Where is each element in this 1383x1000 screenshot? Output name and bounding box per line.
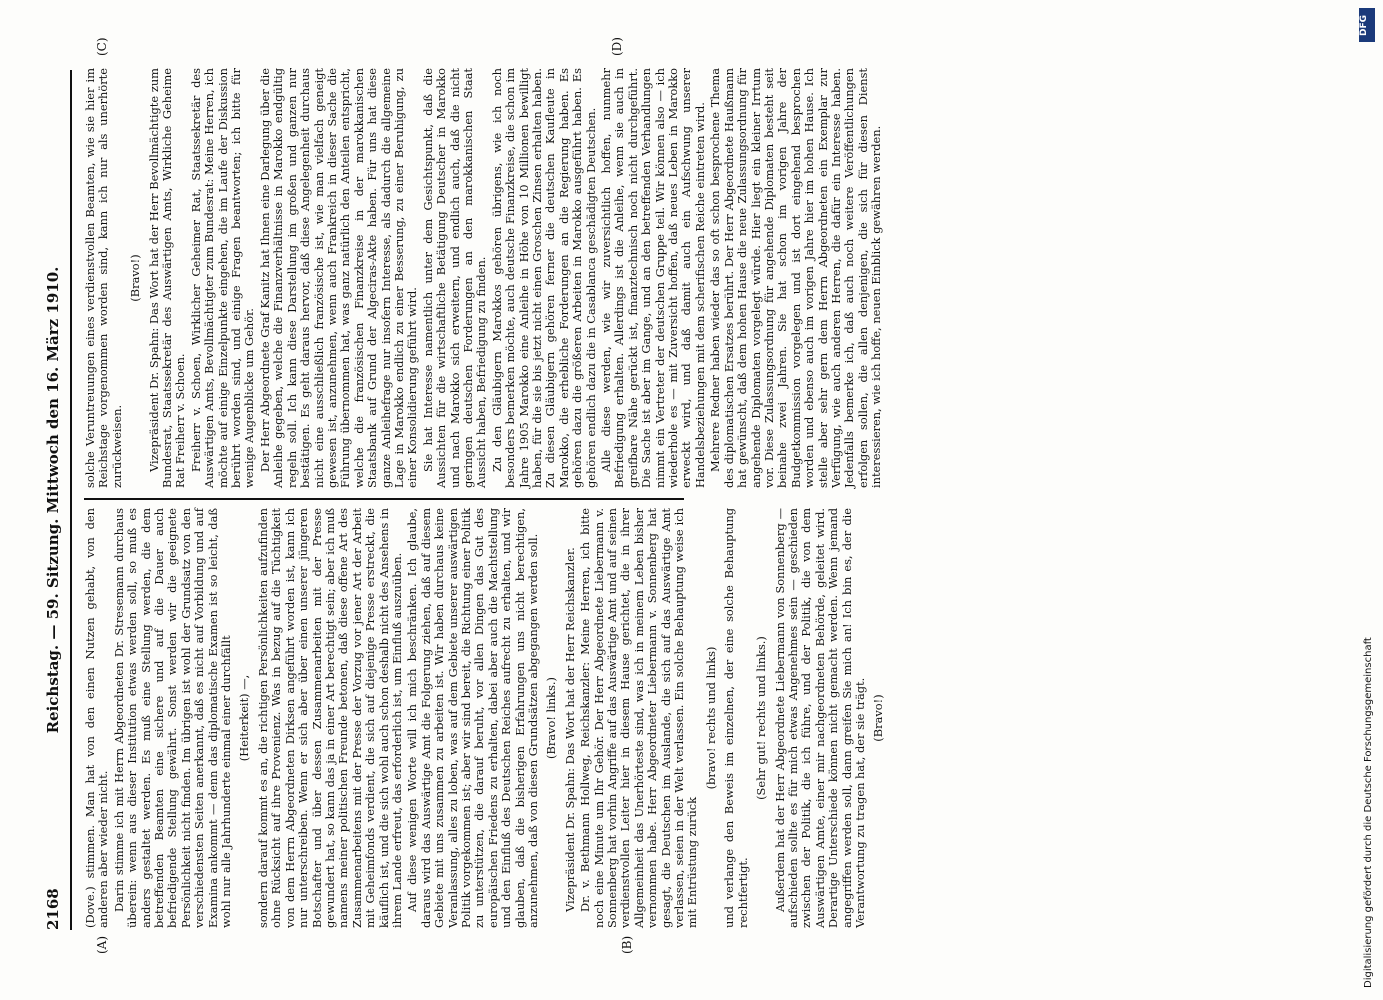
interjection: (Bravo!) — [871, 694, 886, 742]
paragraph: Sie hat Interesse namentlich unter dem Gesichtspunkt, daß die Aussichten für die wirtschaftliche Betätigung Deutscher in Marokko und nach Marokko sich erweitern, und endlich auch, daß die nicht geringen deutschen Forderungen an den marokkanischen Staat Aussicht haben, Befriedigung zu finden. — [420, 68, 489, 488]
paragraph: Mehrere Redner haben wieder das so oft schon besprochene Thema des diplomatischen Ersatzes berührt. Der Herr Abgeordnete Haußmann hat gewünscht, daß dem hohen Hause die neue Zulassungsordnung für angehende Diplomaten vorgelegt würde. Hier liegt ein kleiner Irrtum vor. Diese Zulassungsordnung für angehende Diplomaten besteht seit beinahe zwei Jahren. Sie hat schon im vorigen Jahre der Budgetkommission vorgelegen und ist dort eingehend besprochen worden und ebenso auch im vorigen Jahre hier im hohen Hause. Ich stelle aber sehr gern dem Herrn Abgeordneten ein Exemplar zur Verfügung, wie auch anderen Herren, die dafür ein Interesse haben. Jedenfalls bemerke ich, daß auch noch weitere Veröffentlichungen erfolgen sollen, die allen denjenigen, die sich für diesen Dienst interessieren, wie ich hoffe, neuen Einblick gewähren werden. — [708, 68, 884, 488]
paragraph: und verlange den Beweis im einzelnen, der eine solche Behauptung rechtfertigt. — [722, 508, 750, 928]
header-title: Reichstag. — 59. Sitzung. Mittwoch den 16. März 1910. — [44, 266, 62, 734]
speaker-paragraph: Vizepräsident Dr. Spahn: Das Wort hat der Herr Bevollmächtigte zum Bundesrat, Staatssekretär des Auswärtigen Amts, Wirkliche Geheime Rat Freiherr v. Schoen. — [146, 68, 188, 488]
digitization-credit: Digitalisierung gefördert durch die Deutsche Forschungsgemeinschaft — [1363, 637, 1374, 988]
interjection: (Bravo! links.) — [544, 677, 559, 759]
paragraph: solche Veruntreuungen eines verdienstvollen Beamten, wie sie hier im Reichstage vorgenommen worden sind, kann ich nur als unerhörte zurückweisen. — [83, 68, 124, 488]
paragraph: sondern darauf kommt es an, die richtigen Persönlichkeiten aufzufinden ohne Rücksicht auf ihre Provenienz. Was in bezug auf die Tüchtigkeit von dem Herrn Abgeordneten Dirksen angeführt worden ist, kann ich nur unterschreiben. Wenn er sich aber über einen unserer jüngeren Botschafter und über dessen Zusammenarbeiten mit der Presse gewundert hat, so kann das ja in einer Art berechtigt sein; aber ich muß namens meiner politischen Freunde betonen, daß diese offene Art des Zusammenarbeitens mit der Presse der Vorzug vor jener Art der Arbeit mit Geheimfonds verdient, die sich auf diejenige Presse erstreckt, die käuflich ist, und die sich wohl auch schon deshalb nicht des Ansehens in ihrem Lande erfreut, das erforderlich ist, um Einfluß auszuüben. — [255, 508, 404, 928]
page-header — [44, 70, 72, 930]
margin-marker-c: (C) — [95, 37, 109, 56]
column-divider — [84, 498, 684, 500]
margin-marker-a: (A) — [95, 935, 109, 954]
paragraph: Darin stimme ich mit Herrn Abgeordneten Dr. Stresemann durchaus überein: wenn aus dieser Institution etwas werden soll, so muß es anders gestaltet werden. Es muß eine Stellung werden, die dem betreffenden Beamten eine sichere und auf die Dauer auch befriedigende Stellung gewährt. Sonst werden wir die geeignete Persönlichkeit nicht finden. Im übrigen ist wohl der Grundsatz von den verschiedensten Seiten anerkannt, daß es nicht auf Vorbildung und auf Examina ankommt — denn das diplomatische Examen ist so leicht, daß wohl nur alle Jahrhunderte einmal einer durchfällt — [111, 508, 234, 928]
right-column — [84, 68, 886, 488]
speaker-paragraph: Freiherr v. Schoen, Wirklicher Geheimer Rat, Staatssekretär des Auswärtigen Amts, Bevollmächtigter zum Bundesrat: Meine Herren, ich möchte auf einige Einzelpunkte eingehen, die im Laufe der Diskussion berührt worden sind, und einige Fragen beantworten; ich bitte für wenige Augenblicke um Gehör. — [188, 68, 257, 488]
dfg-logo: DFG — [1359, 8, 1375, 42]
interjection: (Sehr gut! rechts und links.) — [754, 636, 769, 800]
paragraph: Alle diese werden, wie wir zuversichtlich hoffen, nunmehr Befriedigung erhalten. Allerdings ist die Anleihe, wenn sie auch in greifbare Nähe gerückt ist, finanztechnisch noch nicht durchgeführt. Die Sache ist aber im Gange, und an den betreffenden Verhandlungen nimmt ein Vertreter der deutschen Gruppe teil. Wir können also — ich wiederhole es — mit Zuversicht hoffen, daß neues Leben in Marokko erweckt wird, und daß damit auch ein Aufschwung unserer Handelsbeziehungen mit dem scherifischen Reiche eintreten wird. — [599, 68, 707, 488]
paragraph: Auf diese wenigen Worte will ich mich beschränken. Ich glaube, daraus wird das Auswärtige Amt die Folgerung ziehen, daß auf diesem Gebiete mit uns zusammen zu arbeiten ist. Wir haben durchaus keine Veranlassung, alles zu loben, was auf dem Gebiete unserer auswärtigen Politik vorgekommen ist; aber wir sind bereit, die Richtung einer Politik zu unterstützen, die darauf beruht, vor allen Dingen das Gut des europäischen Friedens zu erhalten, dabei aber auch die Machtstellung und den Einfluß des Deutschen Reiches aufrecht zu erhalten, und wir glauben, daß die bisherigen Erfahrungen uns nicht berechtigen, anzunehmen, daß von diesen Grundsätzen abgegangen werden soll. — [405, 508, 540, 928]
margin-marker-b: (B) — [620, 935, 634, 954]
margin-marker-d: (D) — [610, 37, 624, 56]
speaker-paragraph: Dr. v. Bethmann Hollweg, Reichskanzler: Meine Herren, ich bitte noch eine Minute um Ihr Gehör. Der Herr Abgeordnete Liebermann v. Sonnenberg hat vorhin Angriffe auf das Auswärtige Amt und auf seinen verdienstvollen Leiter hier in diesem Hause gerichtet, die in ihrer Allgemeinheit das Unerhörteste sind, was ich in meinem Leben bisher vernommen habe. Herr Abgeordneter Liebermann v. Sonnenberg hat gesagt, die Deutschen im Auslande, die sich auf das Auswärtige Amt verlassen, seien in der Welt verlassen. Ein solche Behauptung weise ich mit Entrüstung zurück — [578, 508, 700, 928]
speaker-paragraph: Vizepräsident Dr. Spahn: Das Wort hat der Herr Reichskanzler. — [562, 547, 577, 912]
paragraph: Zu den Gläubigern Marokkos gehören übrigens, wie ich noch besonders bemerken möchte, auch deutsche Finanzkreise, die schon im Jahre 1905 Marokko eine Anleihe in Höhe von 10 Millionen bewilligt haben, für die sie bis jetzt nicht einen Groschen Zinsen erhalten haben. Zu diesen Gläubigern gehören ferner die deutschen Kaufleute in Marokko, die erhebliche Forderungen an die Regierung haben. Es gehören dazu die größeren Arbeiten in Marokko ausgeführt haben. Es gehören endlich dazu die in Casablanca geschädigten Deutschen. — [489, 68, 598, 488]
interjection: (Heiterkeit) —, — [237, 674, 252, 762]
paragraph: Der Herr Abgeordnete Graf Kanitz hat Ihnen eine Darlegung über die Anleihe gegeben, welche die Finanzverhältnisse in Marokko endgültig regeln soll. Ich kann diese Darstellung im großen und ganzen nur bestätigen. Es geht daraus hervor, daß diese Angelegenheit durchaus nicht eine ausschließlich französische ist, wie man vielfach geneigt gewesen ist, anzunehmen, wenn auch Frankreich in dieser Sache die Führung übernommen hat, was ganz natürlich den Anteilen entspricht, welche die französischen Finanzkreise in der marokkanischen Staatsbank auf Grund der Algeciras-Akte haben. Für uns hat diese ganze Anleihefrage nur insofern Interesse, als dadurch die allgemeine Lage in Marokko endlich zu einer Besserung, zu einer Beruhigung, zu einer Konsolidierung geführt wird. — [257, 68, 420, 488]
interjection: (Bravo!) — [128, 254, 143, 302]
interjection: (bravo! rechts und links) — [703, 646, 718, 790]
paragraph: Außerdem hat der Herr Abgeordnete Liebermann von Sonnenberg — aufschieden sollte es für mich etwas Angenehmes sein — geschieden zwischen der Politik, die ich führe, und der Politik, die von dem Auswärtigen Amte, einer mir nachgeordneten Behörde, geleitet wird. Derartige Unterschiede können nicht gemacht werden. Wenn jemand angegriffen werden soll, dann greifen Sie mich an! Ich bin es, der die Verantwortung zu tragen hat, der sie trägt. — [772, 508, 867, 928]
paragraph: (Dove.) stimmen. Man hat von den einen Nutzen gehabt, von den anderen aber wieder nicht. — [83, 508, 111, 928]
left-column — [84, 508, 891, 928]
page-number: 2168 — [44, 888, 62, 930]
